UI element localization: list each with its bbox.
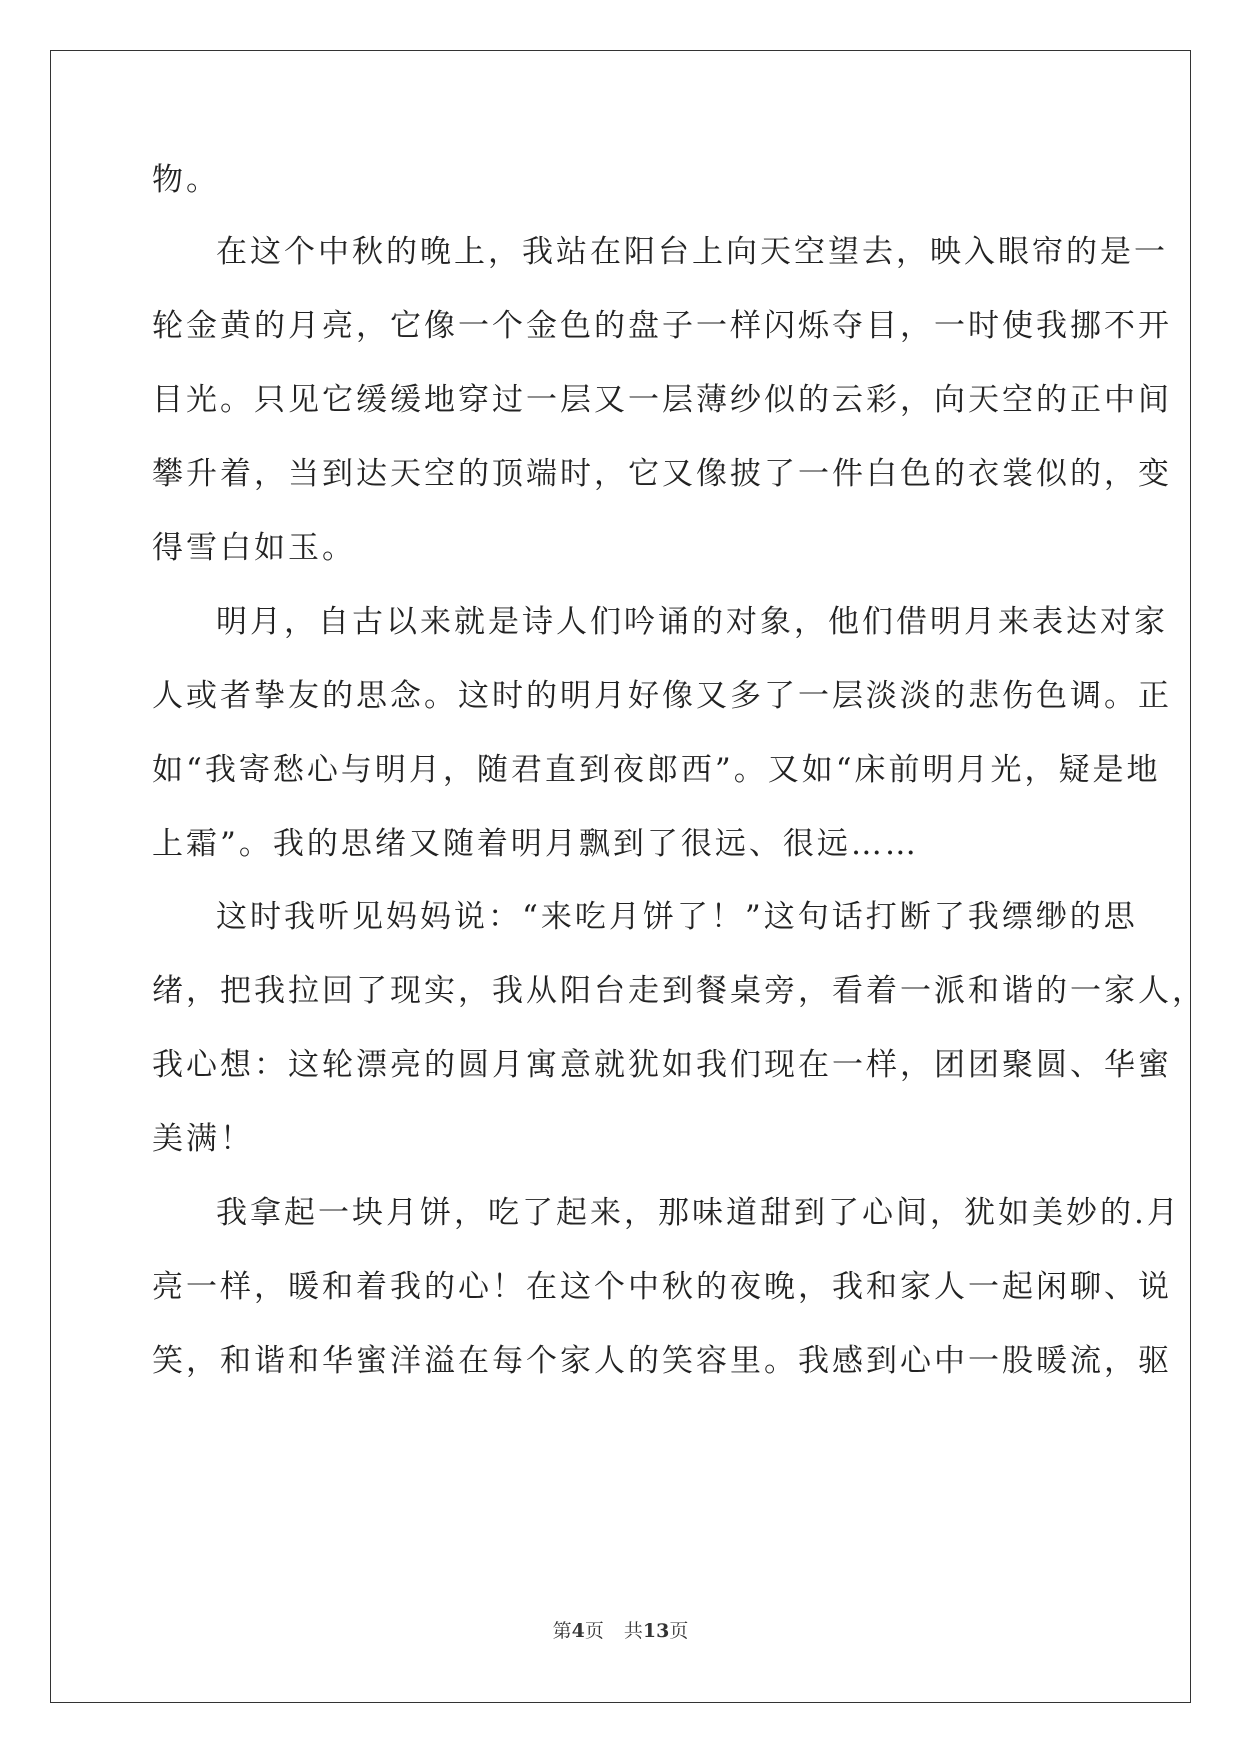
text-line: 人或者挚友的思念。这时的明月好像又多了一层淡淡的悲伤色调。正	[152, 678, 1172, 714]
page-prefix: 第	[552, 1620, 572, 1642]
text-line: 攀升着，当到达天空的顶端时，它又像披了一件白色的衣裳似的，变	[152, 456, 1172, 492]
text-line: 我心想：这轮漂亮的圆月寓意就犹如我们现在一样，团团聚圆、华蜜	[152, 1047, 1172, 1083]
page-footer	[0, 1616, 1241, 1643]
page-suffix: 页	[584, 1620, 604, 1642]
total-pages: 13	[642, 1620, 670, 1642]
text-line: 我拿起一块月饼，吃了起来，那味道甜到了心间，犹如美妙的.月	[216, 1195, 1181, 1231]
text-line: 轮金黄的月亮，它像一个金色的盘子一样闪烁夺目，一时使我挪不开	[152, 308, 1172, 344]
text-line: 上霜”。我的思绪又随着明月飘到了很远、很远……	[152, 826, 919, 862]
text-line: 如“我寄愁心与明月，随君直到夜郎西”。又如“床前明月光，疑是地	[152, 752, 1161, 788]
text-line: 这时我听见妈妈说：“来吃月饼了！”这句话打断了我缥缈的思	[216, 899, 1138, 935]
text-line: 绪，把我拉回了现实，我从阳台走到餐桌旁，看着一派和谐的一家人，	[152, 973, 1206, 1009]
text-line: 美满！	[152, 1121, 254, 1157]
text-line: 笑，和谐和华蜜洋溢在每个家人的笑容里。我感到心中一股暖流，驱	[152, 1343, 1172, 1379]
text-line: 明月，自古以来就是诗人们吟诵的对象，他们借明月来表达对家	[216, 604, 1168, 640]
page-number: 4	[571, 1620, 585, 1642]
text-line: 亮一样，暖和着我的心！在这个中秋的夜晚，我和家人一起闲聊、说	[152, 1269, 1172, 1305]
text-line: 物。	[152, 162, 220, 198]
page-border	[50, 50, 1206, 1703]
text-line: 在这个中秋的晚上，我站在阳台上向天空望去，映入眼帘的是一	[216, 234, 1168, 270]
text-line: 目光。只见它缓缓地穿过一层又一层薄纱似的云彩，向天空的正中间	[152, 382, 1172, 418]
total-suffix: 页	[669, 1620, 689, 1642]
total-prefix: 共	[623, 1620, 643, 1642]
text-line: 得雪白如玉。	[152, 530, 356, 566]
